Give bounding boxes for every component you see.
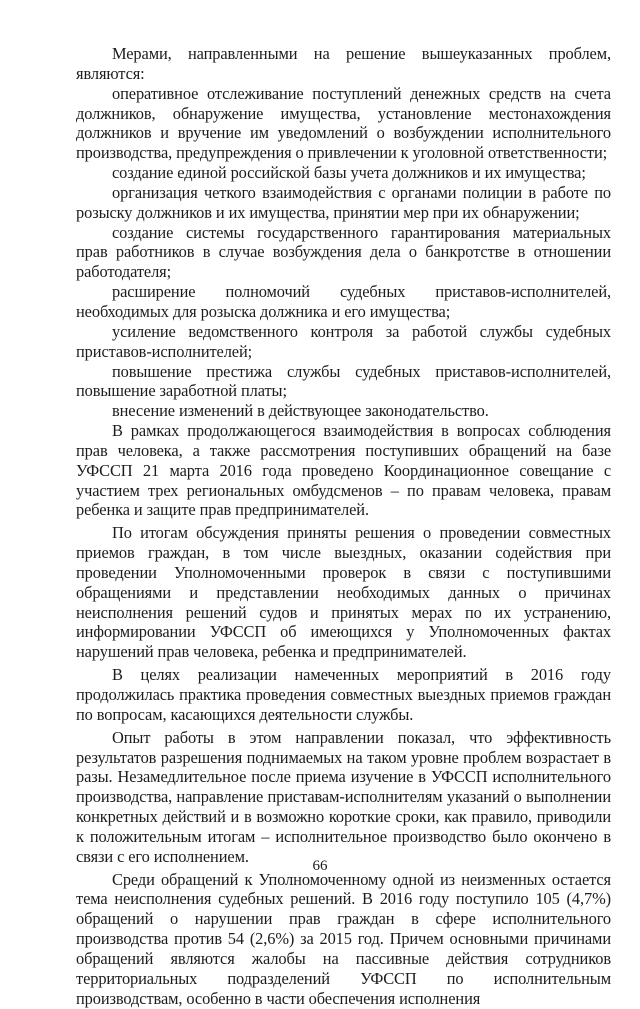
paragraph-measure-4: создание системы государственного гарантирования материальных прав работников в случае возбуждения дела о банкротстве в отношении работодателя; xyxy=(76,222,611,282)
paragraph-joint-receptions: В целях реализации намеченных мероприятий в 2016 году продолжилась практика проведения совместных выездных приемов граждан по вопросам, касающихся деятельности службы. xyxy=(76,665,611,724)
paragraph-measure-2: создание единой российской базы учета должников и их имущества; xyxy=(112,163,586,183)
paragraph-coordination-meeting: В рамках продолжающегося взаимодействия в вопросах соблюдения прав человека, а также рассмотрения поступивших обращений на базе УФССП 21 марта 2016 года проведено Координационное совещание с участием трех региональных омбудсменов – по правам человека, правам ребенка и защите прав предпринимателей. xyxy=(76,421,611,520)
paragraph-appeals: Среди обращений к Уполномоченному одной из неизменных остается тема неисполнения судебных решений. В 2016 году поступило 105 (4,7%) обращений о нарушении прав граждан в сфере исполнительного производства против 54 (2,6%) за 2015 год. Причем основными причинами обращений являются жалобы на пассивные действия сотрудников территориальных подразделений УФССП по исполнительным производствам, особенно в части обеспечения исполнения xyxy=(76,869,611,1008)
page-number: 66 xyxy=(312,858,328,874)
paragraph-experience: Опыт работы в этом направлении показал, что эффективность результатов разрешения поднимаемых на таком уровне проблем возрастает в разы. Незамедлительное после приема изучение в УФССП исполнительного производства, направление приставам-исполнителям указаний о выполнении конкретных действий и в возможно короткие сроки, как правило, приводили к положительным итогам – исполнительное производство было окончено в связи с его исполнением. xyxy=(76,727,611,866)
paragraph-measure-3: организация четкого взаимодействия с органами полиции в работе по розыску должников и их имущества, принятии мер при их обнаружении; xyxy=(76,182,611,222)
paragraph-measure-6: усиление ведомственного контроля за работой службы судебных приставов-исполнителей; xyxy=(76,321,611,361)
paragraph-measure-1: оперативное отслеживание поступлений денежных средств на счета должников, обнаружение имущества, установление местонахождения должников и вручение им уведомлений о возбуждении исполнительного производства, предупреждения о привлечении к уголовной ответственности; xyxy=(76,83,611,163)
paragraph-measure-8: внесение изменений в действующее законодательство. xyxy=(112,401,489,421)
paragraph-measure-5: расширение полномочий судебных приставов-исполнителей, необходимых для розыска должника и его имущества; xyxy=(76,282,611,321)
paragraph-measures-intro: Мерами, направленными на решение вышеуказанных проблем, являются: xyxy=(76,44,611,83)
paragraph-decisions: По итогам обсуждения приняты решения о проведении совместных приемов граждан, в том числе выездных, оказании содействия при проведении Уполномоченными проверок в связи с поступившими обращениями и представлении необходимых данных о причинах неисполнения решений судов и принятых мерах по их устранению, информировании УФССП об имеющихся у Уполномоченных фактах нарушений прав человека, ребенка и предпринимателей. xyxy=(76,523,611,662)
paragraph-measure-7: повышение престижа службы судебных приставов-исполнителей, повышение заработной платы; xyxy=(76,361,611,401)
